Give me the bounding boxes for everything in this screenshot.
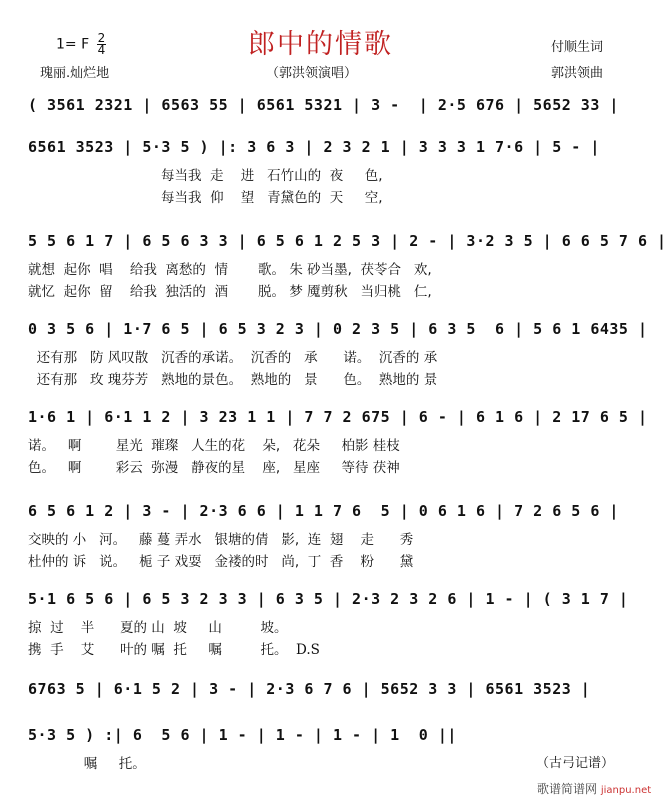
notation-line: 0 3 5 6 | 1·7 6 5 | 6 5 3 2 3 | 0 2 3 5 | 6 3 5 6 | 5 6 1 6435 |: [28, 320, 648, 338]
time-signature: $\frac{2}{4}$: [97, 31, 106, 57]
tempo-marking: 瑰丽.灿烂地: [40, 66, 110, 81]
watermark: 歌谱简谱网 jianpu.net: [537, 782, 652, 796]
notation-line: 5 5 6 1 7 | 6 5 6 3 3 | 6 5 6 1 2 5 3 | 2 - | 3·2 3 5 | 6 6 5 7 6 |: [28, 232, 667, 250]
notation-line: ( 3561 2321 | 6563 55 | 6561 5321 | 3 - | 2·5 676 | 5652 33 |: [28, 96, 619, 114]
lyric-verse-1: 每当我 走 进 石竹山的 夜 色,: [28, 168, 383, 184]
notation-line: 6 5 6 1 2 | 3 - | 2·3 6 6 | 1 1 7 6 5 | 0 6 1 6 | 7 2 6 5 6 |: [28, 502, 619, 520]
staff-row-2: [28, 134, 641, 208]
staff-row-1: [28, 92, 641, 132]
lyric-verse-1: 交映的 小 河。 藤 蔓 弄水 银塘的倩 影, 连 翅 走 秀: [28, 532, 414, 548]
lyric-verse-2: 还有那 玫 瑰芬芳 熟地的景色。 熟地的 景 色。 熟地的 景: [28, 372, 438, 388]
staff-row-6: [28, 498, 641, 572]
song-title: 郎中的情歌: [248, 29, 393, 60]
performer-credit: （郭洪领演唱）: [266, 66, 358, 81]
lyric-verse-2: 就忆 起你 留 给我 独活的 酒 脱。 梦 魇剪秋 当归桃 仁,: [28, 284, 432, 300]
staff-row-7: [28, 586, 641, 660]
lyric-verse-2: 携 手 艾 叶的 嘱 托 嘱 托。 D.S: [28, 642, 320, 658]
key-signature: 1= F $\frac{2}{4}$: [56, 31, 106, 57]
lyric-verse-1: 诺。 啊 星光 璀璨 人生的花 朵, 花朵 柏影 桂枝: [28, 438, 400, 454]
lyric-verse-2: 每当我 仰 望 青黛色的 天 空,: [28, 190, 383, 206]
notation-line: 5·3 5 ) :| 6 5 6 | 1 - | 1 - | 1 - | 1 0 ||: [28, 726, 457, 744]
lyric-verse-1: 就想 起你 唱 给我 离愁的 情 歌。 朱 砂当墨, 茯苓合 欢,: [28, 262, 432, 278]
transcriber-credit: （古弓记谱）: [536, 756, 615, 771]
lyric-verse-1: 还有那 防 风叹散 沉香的承诺。 沉香的 承 诺。 沉香的 承: [28, 350, 438, 366]
lyric-verse-2: 杜仲的 诉 说。 栀 子 戏耍 金褛的时 尚, 丁 香 粉 黛: [28, 554, 414, 570]
lyricist-credit: 付顺生词: [551, 40, 604, 55]
staff-row-3: [28, 228, 667, 302]
lyric-verse-2: 色。 啊 彩云 弥漫 静夜的星 座, 星座 等待 茯神: [28, 460, 400, 476]
staff-row-4: [28, 316, 648, 390]
staff-row-8: [28, 676, 641, 716]
notation-line: 6763 5 | 6·1 5 2 | 3 - | 2·3 6 7 6 | 5652 3 3 | 6561 3523 |: [28, 680, 591, 698]
notation-line: 6561 3523 | 5·3 5 ) |: 3 6 3 | 2 3 2 1 | 3 3 3 1 7·6 | 5 - |: [28, 138, 600, 156]
staff-row-5: [28, 404, 648, 478]
composer-credit: 郭洪领曲: [551, 66, 604, 81]
notation-line: 1·6 1 | 6·1 1 2 | 3 23 1 1 | 7 7 2 675 | 6 - | 6 1 6 | 2 17 6 5 |: [28, 408, 648, 426]
lyric-verse-1: 嘱 托。: [28, 756, 146, 772]
notation-line: 5·1 6 5 6 | 6 5 3 2 3 3 | 6 3 5 | 2·3 2 3 2 6 | 1 - | ( 3 1 7 |: [28, 590, 629, 608]
lyric-verse-1: 掠 过 半 夏的 山 坡 山 坡。: [28, 620, 288, 636]
